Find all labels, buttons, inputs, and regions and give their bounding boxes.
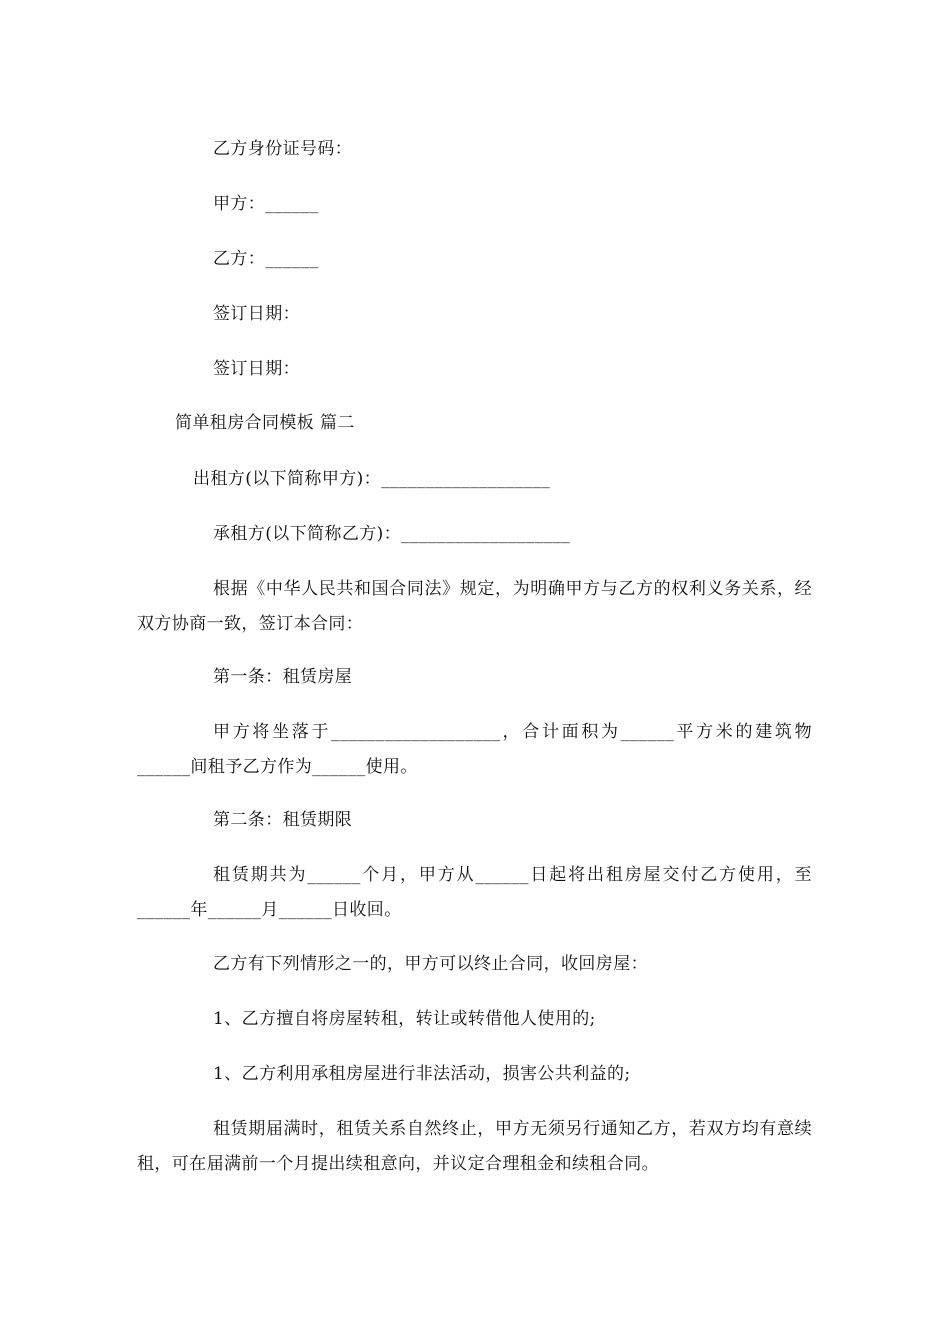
preamble-paragraph: 根据《中华人民共和国合同法》规定，为明确甲方与乙方的权利义务关系，经双方协商一致，签订本合同： — [137, 579, 812, 634]
termination-item-2: 1、乙方利用承租房屋进行非法活动，损害公共利益的; — [213, 1064, 631, 1084]
renewal-paragraph: 租赁期届满时，租赁关系自然终止，甲方无须另行通知乙方，若双方均有意续租，可在届满前一个月提出续租意向，并议定合理租金和续租合同。 — [137, 1119, 812, 1174]
article-1-paragraph: 甲方将坐落于___________________，合计面积为______平方米的建筑物______间租予乙方作为______使用。 — [137, 722, 812, 777]
party-a-signature-line: 甲方：______ — [213, 194, 319, 214]
lessee-line: 承租方(以下简称乙方)：___________________ — [213, 524, 571, 544]
article-2-heading: 第二条：租赁期限 — [213, 810, 353, 830]
article-2-paragraph: 租赁期共为______个月，甲方从______日起将出租房屋交付乙方使用，至______年______月______日收回。 — [137, 865, 812, 920]
termination-intro: 乙方有下列情形之一的，甲方可以终止合同，收回房屋： — [213, 954, 648, 974]
party-b-id-label: 乙方身份证号码： — [213, 139, 353, 159]
signing-date-line-2: 签订日期： — [213, 359, 300, 379]
termination-item-1: 1、乙方擅自将房屋转租，转让或转借他人使用的; — [213, 1009, 596, 1029]
section-heading: 简单租房合同模板 篇二 — [175, 413, 355, 433]
party-b-signature-line: 乙方：______ — [213, 249, 319, 269]
lessor-line: 出租方(以下简称甲方)：___________________ — [193, 469, 551, 489]
signing-date-line-1: 签订日期： — [213, 304, 300, 324]
article-1-heading: 第一条：租赁房屋 — [213, 667, 353, 687]
